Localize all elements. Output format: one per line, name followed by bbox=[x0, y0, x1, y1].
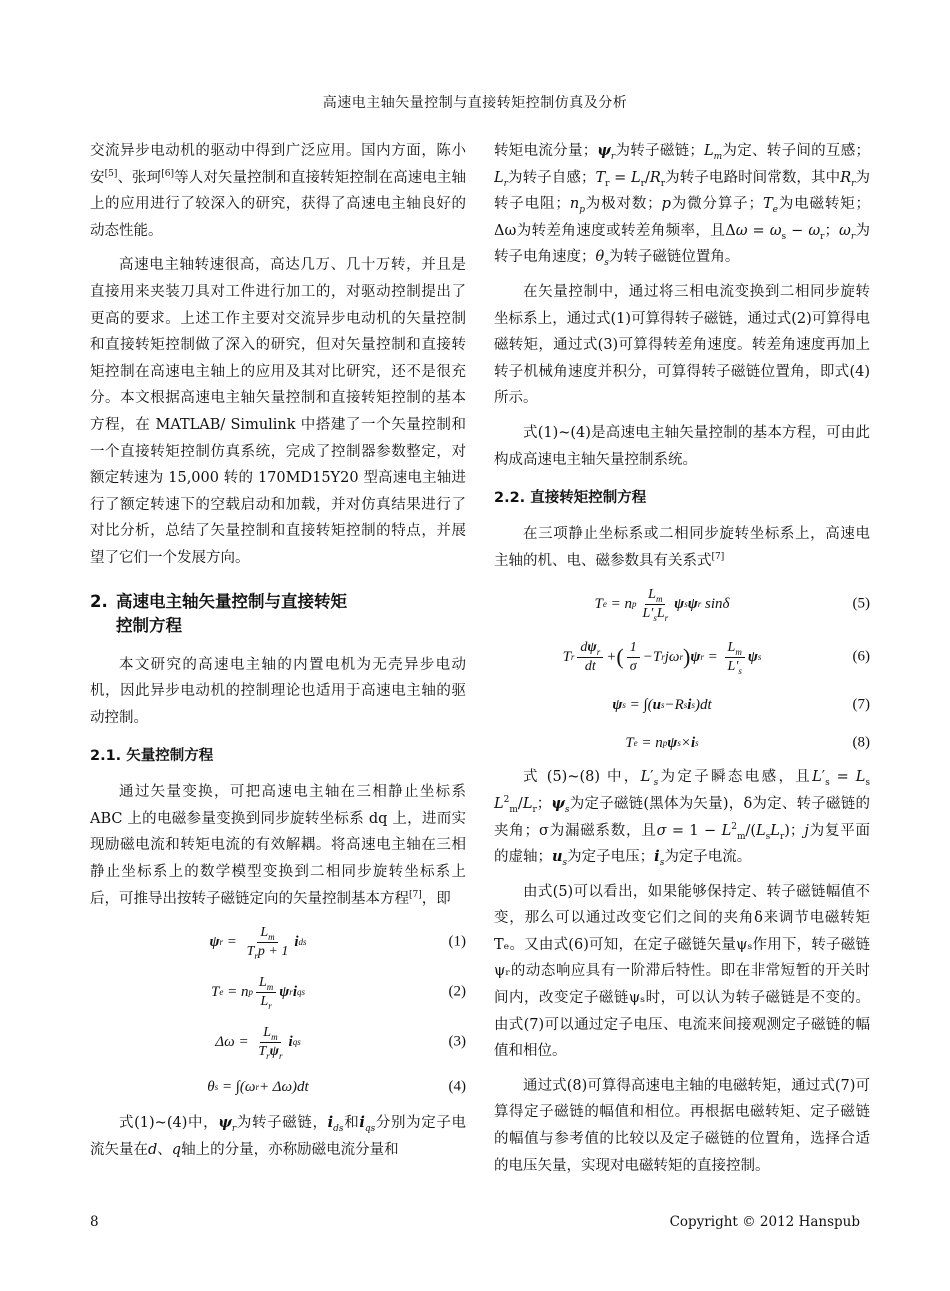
equation-4: θ s = ∫( ω r + Δ ω )d t (4) bbox=[207, 1078, 466, 1095]
equation-2: T e = n p $\frac{L_m}{L_r}$ ψ r i qs (2) bbox=[211, 974, 466, 1011]
equation-1: ψ r = $\frac{L_m}{T_rp + 1}$ i ds (1) bbox=[209, 924, 466, 961]
section-heading-2-2: 2.2. 直接转矩控制方程 bbox=[494, 490, 647, 507]
right-column bbox=[494, 138, 870, 1187]
equation-6: T r $\frac{d\psi_r}{dt}$ + ( $\frac{1}{\sigma}$ − T r jω r ) ψ r = $\frac{L_m}{L'_s}$ ψ s (6) bbox=[562, 639, 870, 676]
paragraph-dtc-intro: 在三项静止坐标系或二相同步旋转坐标系上，高速电主轴的机、电、磁参数具有关系式[7] bbox=[494, 526, 870, 569]
equation-3: Δ ω = $\frac{L_m}{T_r\psi_r}$ i qs (3) bbox=[215, 1024, 466, 1061]
equation-8: T e = n p ψ s × i s (8) bbox=[625, 735, 870, 752]
paragraph-vector-control-summary: 在矢量控制中，通过将三相电流变换到二相同步旋转坐标系上，通过式(1)可算得转子磁链，通过式(2)可算得电磁转矩，通过式(3)可算得转差角速度。转差角速度再加上转子机械角速度并积分，可算得转子磁链位置角，即式(4)所示。 bbox=[494, 283, 870, 407]
page-number: 8 bbox=[90, 1214, 99, 1230]
paragraph-dtc-conclusion: 通过式(8)可算得高速电主轴的电磁转矩，通过式(7)可算得定子磁链的幅值和相位。再根据电磁转矩、定子磁链的幅值与参考值的比较以及定子磁链的位置角，选择合适的电压矢量，实现对电磁转矩的直接控制。 bbox=[494, 1077, 870, 1174]
paragraph-motivation: 高速电主轴转速很高，高达几万、几十万转，并且是直接用来夹装刀具对工件进行加工的，对驱动控制提出了更高的要求。上述工作主要对交流异步电动机的矢量控制和直接转矩控制做了深入的研究，但对矢量控制和直接转矩控制在高速电主轴上的应用及其对比研究，还不是很充分。本文根据高速电主轴矢量控制和直接转矩控制的基本方程，在 MATLAB/ Simulink 中搭建了一个矢量控制和一个直接转矩控制仿真系统，完成了控制器参数整定，对额定转速为 15,000 转的 170MD15Y20 型高速电主轴进行了额定转速下的空载启动和加载，并对仿真结果进行了对比分析，总结了矢量控制和直接转矩控制的特点，并展望了它们一个发展方向。 bbox=[90, 257, 466, 566]
equation-5: T e = n p $\frac{L_m}{L'_sL_r}$ ψ s ψ r sin δ (5) bbox=[594, 586, 870, 623]
copyright-notice: Copyright © 2012 Hanspub bbox=[669, 1214, 860, 1230]
paragraph-symbol-definitions: 式(1)~(4)中，$\psi_r$为转子磁链，$i_{ds}$和$i_{qs}$分别为定子电流矢量在d、q轴上的分量，亦称励磁电流分量和 bbox=[90, 1114, 467, 1158]
paragraph-dtc-analysis: 由式(5)可以看出，如果能够保持定、转子磁链幅值不变，那么可以通过改变它们之间的夹角δ来调节电磁转矩Tₑ。又由式(6)可知，在定子磁链矢量ψₛ作用下，转子磁链ψᵣ的动态响应具有一阶滞后特性。即在非常短暂的开关时间内，改变定子磁链ψₛ时，可以认为转子磁链是不变的。由式(7)可以通过定子电压、电流来间接观测定子磁链的幅值和相位。 bbox=[494, 883, 870, 1060]
paragraph-symbol-definitions-continued: 转矩电流分量；$\psi_r$为转子磁链；$L_m$为定、转子间的互感；$L_r$为转子自感；$T_r = L_r/R_r$为转子电路时间常数，其中$R_r$为转子电阻；$n_p$为极对数；p为微分算子；$T_e$为电磁转矩；Δω为转差角速度或转差角频率，且$\Delta\omega = \omega_s - \omega_r$；$\omega_r$为转子电角速度；$\theta_s$为转子磁链位置角。 bbox=[494, 142, 871, 269]
paragraph-vector-transform: 通过矢量变换，可把高速电主轴在三相静止坐标系 ABC 上的电磁参量变换到同步旋转坐标系 dq 上，进而实现励磁电流和转矩电流的有效解耦。将高速电主轴在三相静止坐标系上的数学模型变换到二相同步旋转坐标系上后，可推导出按转子磁链定向的矢量控制基本方程[7]，即 bbox=[90, 784, 466, 907]
paragraph-vector-control-basis: 式(1)~(4)是高速电主轴矢量控制的基本方程，可由此构成高速电主轴矢量控制系统。 bbox=[494, 424, 870, 468]
paragraph-dtc-symbols: 式 (5)~(8) 中，$L'_s$为定子瞬态电感，且$L'_s = L_s$ $L^2_m/L_r$；$\psi_s$为定子磁链(黑体为矢量)，δ为定、转子磁链的夹角；σ为漏磁系数，且$\sigma = 1 - L^2_m/(L_sL_r)$；j为复平面的虚轴；$u_s$为定子电压；$i_s$为定子电流。 bbox=[494, 769, 871, 868]
equation-7: ψ s = ∫( u s − R s i s )d t (7) bbox=[612, 697, 870, 714]
running-header: 高速电主轴矢量控制与直接转矩控制仿真及分析 bbox=[322, 95, 628, 111]
left-column bbox=[90, 138, 466, 1171]
section-heading-2: 2. 高速电主轴矢量控制与直接转矩 控制方程 bbox=[90, 591, 347, 635]
section-heading-2-1: 2.1. 矢量控制方程 bbox=[90, 748, 214, 765]
paragraph-intro-continued: 交流异步电动机的驱动中得到广泛应用。国内方面，陈小安[5]、张珂[6]等人对矢量控制和直接转矩控制在高速电主轴上的应用进行了较深入的研究，获得了高速电主轴良好的动态性能。 bbox=[90, 143, 467, 239]
paragraph-section2-intro: 本文研究的高速电主轴的内置电机为无壳异步电动机，因此异步电动机的控制理论也适用于高速电主轴的驱动控制。 bbox=[90, 656, 466, 726]
